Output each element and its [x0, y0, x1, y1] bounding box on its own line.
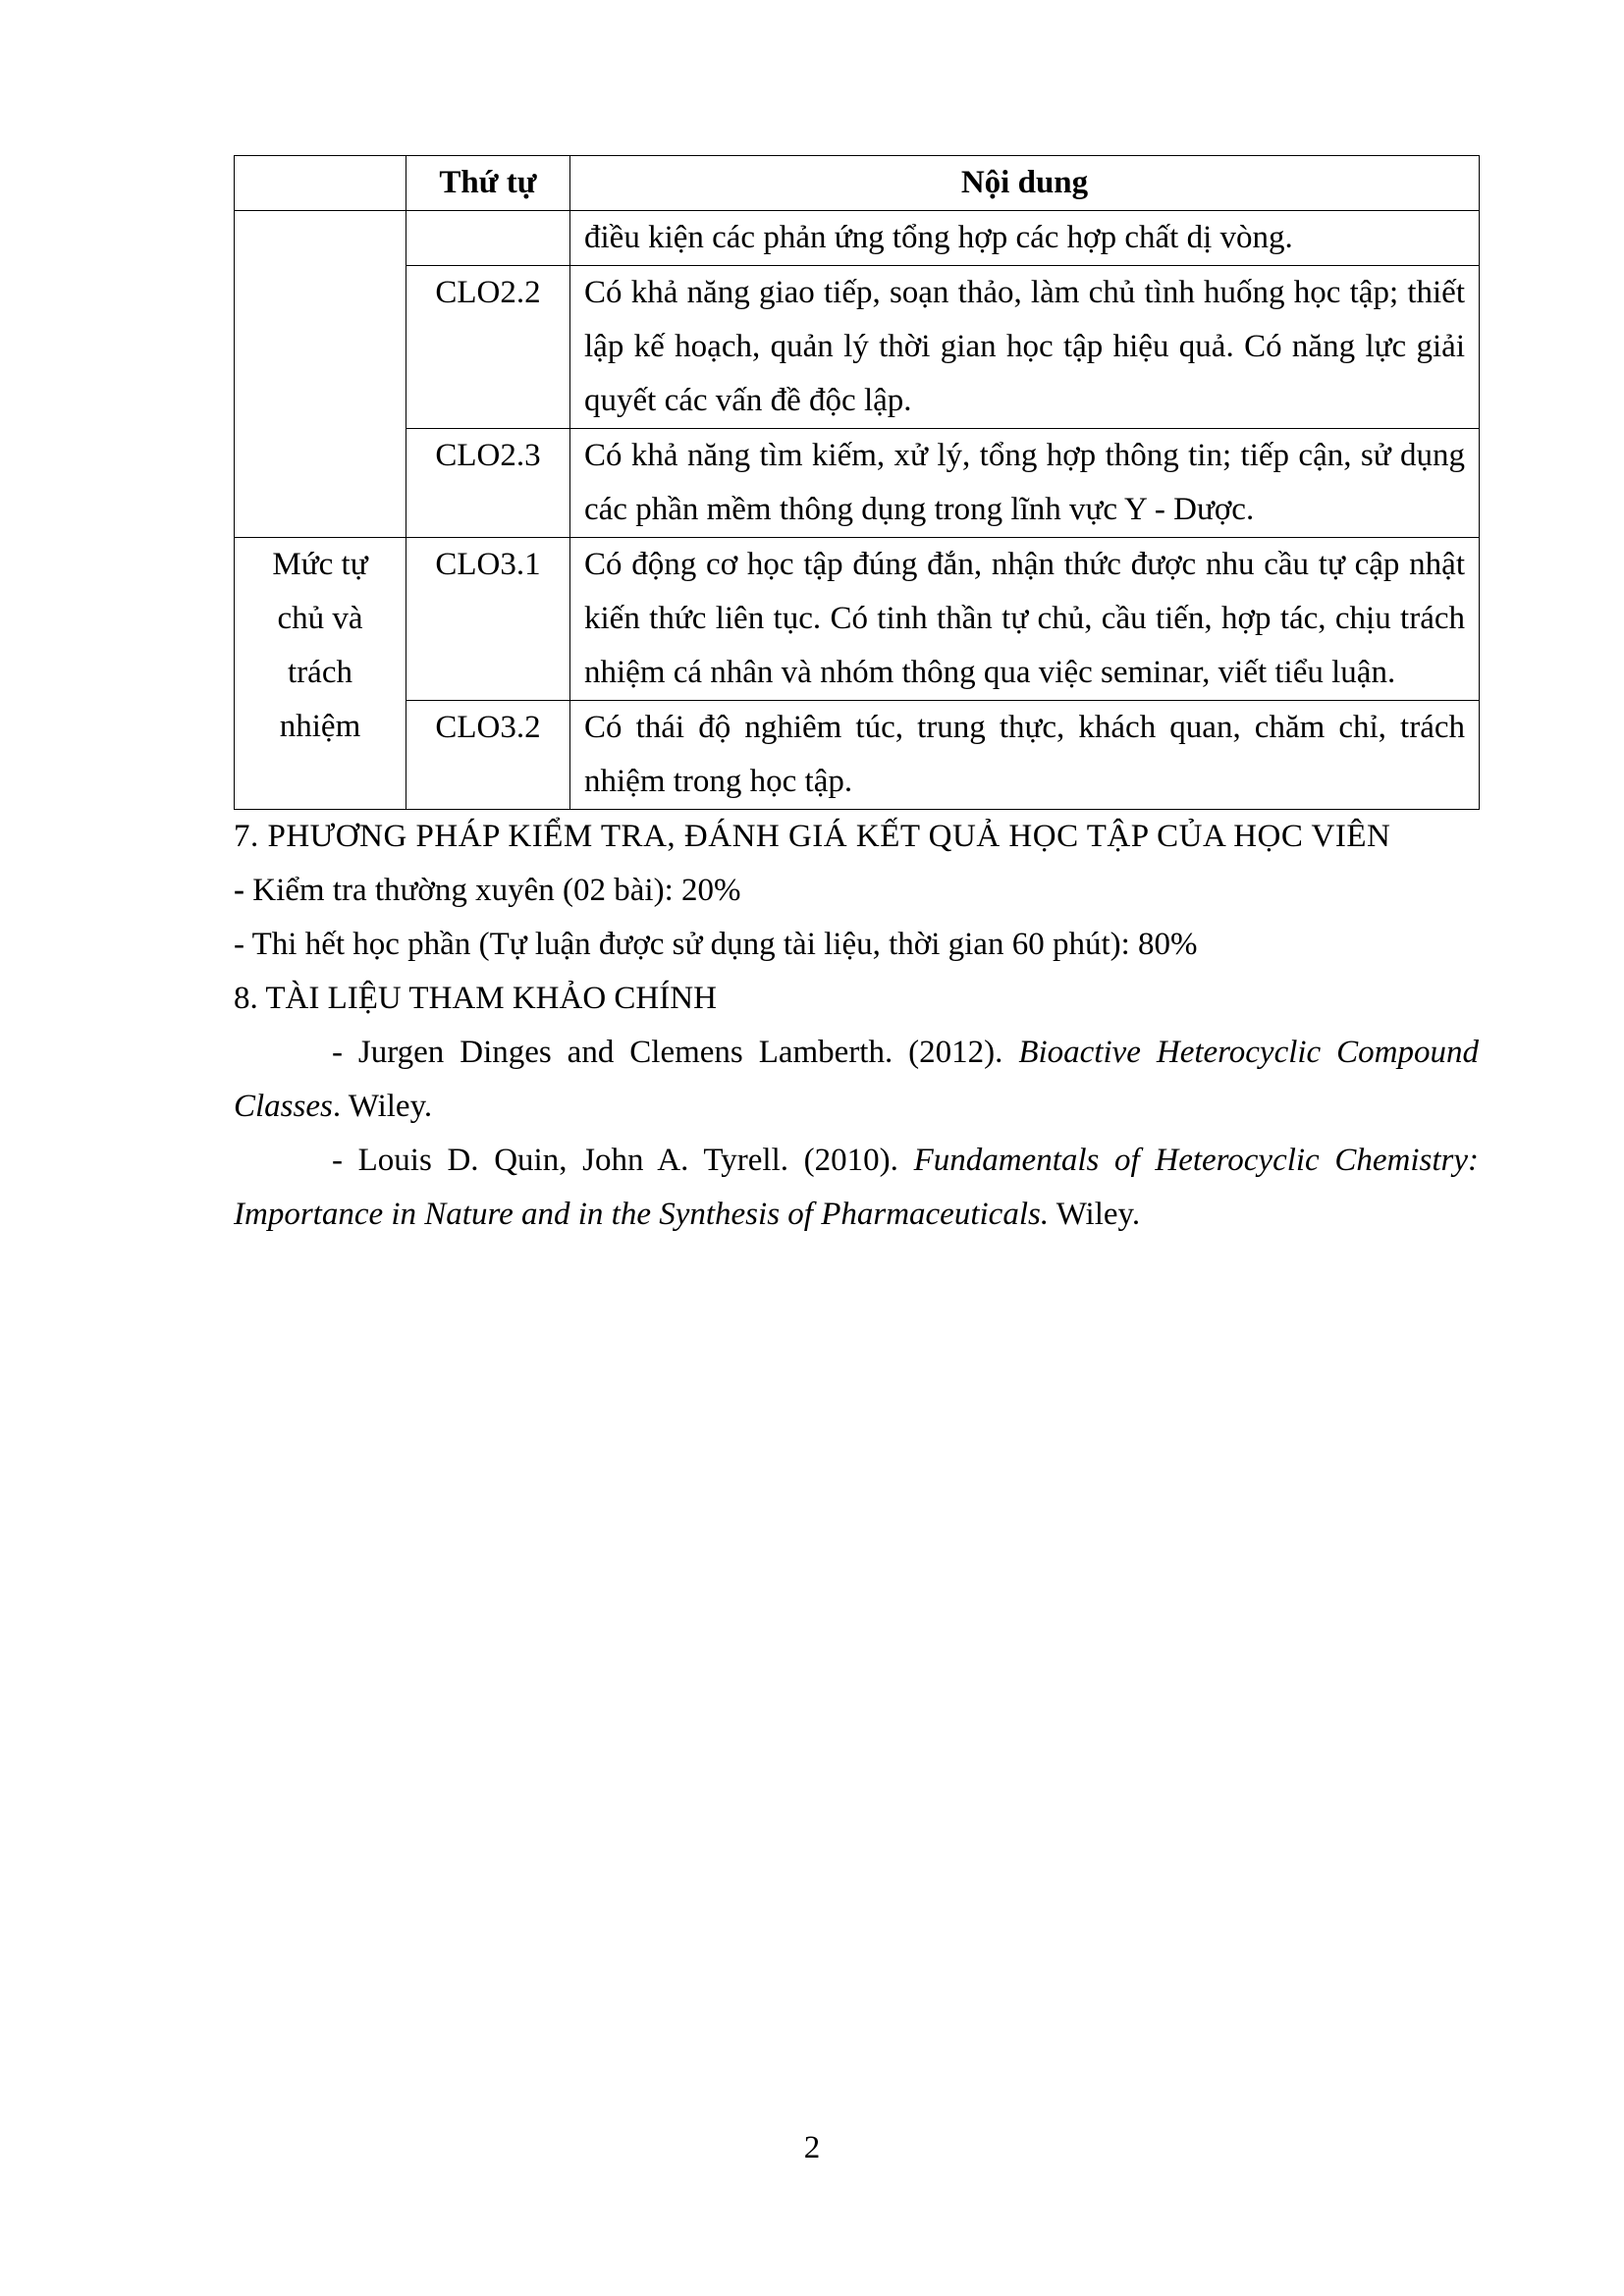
assessment-item	[234, 864, 1479, 918]
reference-title: Fundamentals of Heterocyclic Chemistry: Importance in Nature and in the Synthesis of Pharmaceuticals.	[234, 1143, 1479, 1232]
reference-authors: - Jurgen Dinges and Clemens Lamberth. (2012).	[332, 1035, 1019, 1070]
category-cell-empty	[235, 211, 406, 538]
section7-title: 7. PHƯƠNG PHÁP KIỂM TRA, ĐÁNH GIÁ KẾT QUẢ HỌC TẬP CỦA HỌC VIÊN	[234, 819, 1391, 854]
table-row	[235, 538, 1480, 701]
clo-table	[234, 155, 1480, 810]
section8-title: 8. TÀI LIỆU THAM KHẢO CHÍNH	[234, 981, 717, 1016]
code-cell: CLO2.3	[406, 429, 570, 538]
reference-item	[234, 1134, 1479, 1242]
category-cell: Mức tự chủ và trách nhiệm	[235, 538, 406, 810]
content-cell: điều kiện các phản ứng tổng hợp các hợp chất dị vòng.	[570, 211, 1480, 266]
code-cell: CLO3.1	[406, 538, 570, 701]
assessment-item-text: Kiểm tra thường xuyên (02 bài): 20%	[244, 873, 741, 908]
table-header-row	[235, 156, 1480, 211]
content-cell: Có khả năng giao tiếp, soạn thảo, làm chủ tình huống học tập; thiết lập kế hoạch, quản lý thời gian học tập hiệu quả. Có năng lực giải quyết các vấn đề độc lập.	[570, 266, 1480, 429]
reference-publisher: Wiley.	[1049, 1197, 1141, 1232]
content-cell: Có thái độ nghiêm túc, trung thực, khách quan, chăm chỉ, trách nhiệm trong học tập.	[570, 701, 1480, 810]
reference-title: Bioactive Heterocyclic Compound Classes	[234, 1035, 1479, 1124]
reference-publisher: . Wiley.	[332, 1089, 433, 1124]
document-page	[234, 155, 1479, 1242]
reference-authors: - Louis D. Quin, John A. Tyrell. (2010).	[332, 1143, 914, 1178]
content-cell: Có động cơ học tập đúng đắn, nhận thức được nhu cầu tự cập nhật kiến thức liên tục. Có tinh thần tự chủ, cầu tiến, hợp tác, chịu trách nhiệm cá nhân và nhóm thông qua việc seminar, viết tiểu luận.	[570, 538, 1480, 701]
table-row	[235, 211, 1480, 266]
table-row	[235, 429, 1480, 538]
bullet-dash: -	[234, 873, 244, 908]
header-content: Nội dung	[570, 156, 1480, 211]
header-order: Thứ tự	[406, 156, 570, 211]
code-cell: CLO2.2	[406, 266, 570, 429]
code-cell: CLO3.2	[406, 701, 570, 810]
assessment-item: - Thi hết học phần (Tự luận được sử dụng tài liệu, thời gian 60 phút): 80%	[234, 927, 1198, 962]
reference-item	[234, 1026, 1479, 1134]
table-row	[235, 701, 1480, 810]
content-cell: Có khả năng tìm kiếm, xử lý, tổng hợp thông tin; tiếp cận, sử dụng các phần mềm thông dụng trong lĩnh vực Y - Dược.	[570, 429, 1480, 538]
code-cell-empty	[406, 211, 570, 266]
page-number: 2	[803, 2130, 821, 2165]
header-category	[235, 156, 406, 211]
table-row	[235, 266, 1480, 429]
